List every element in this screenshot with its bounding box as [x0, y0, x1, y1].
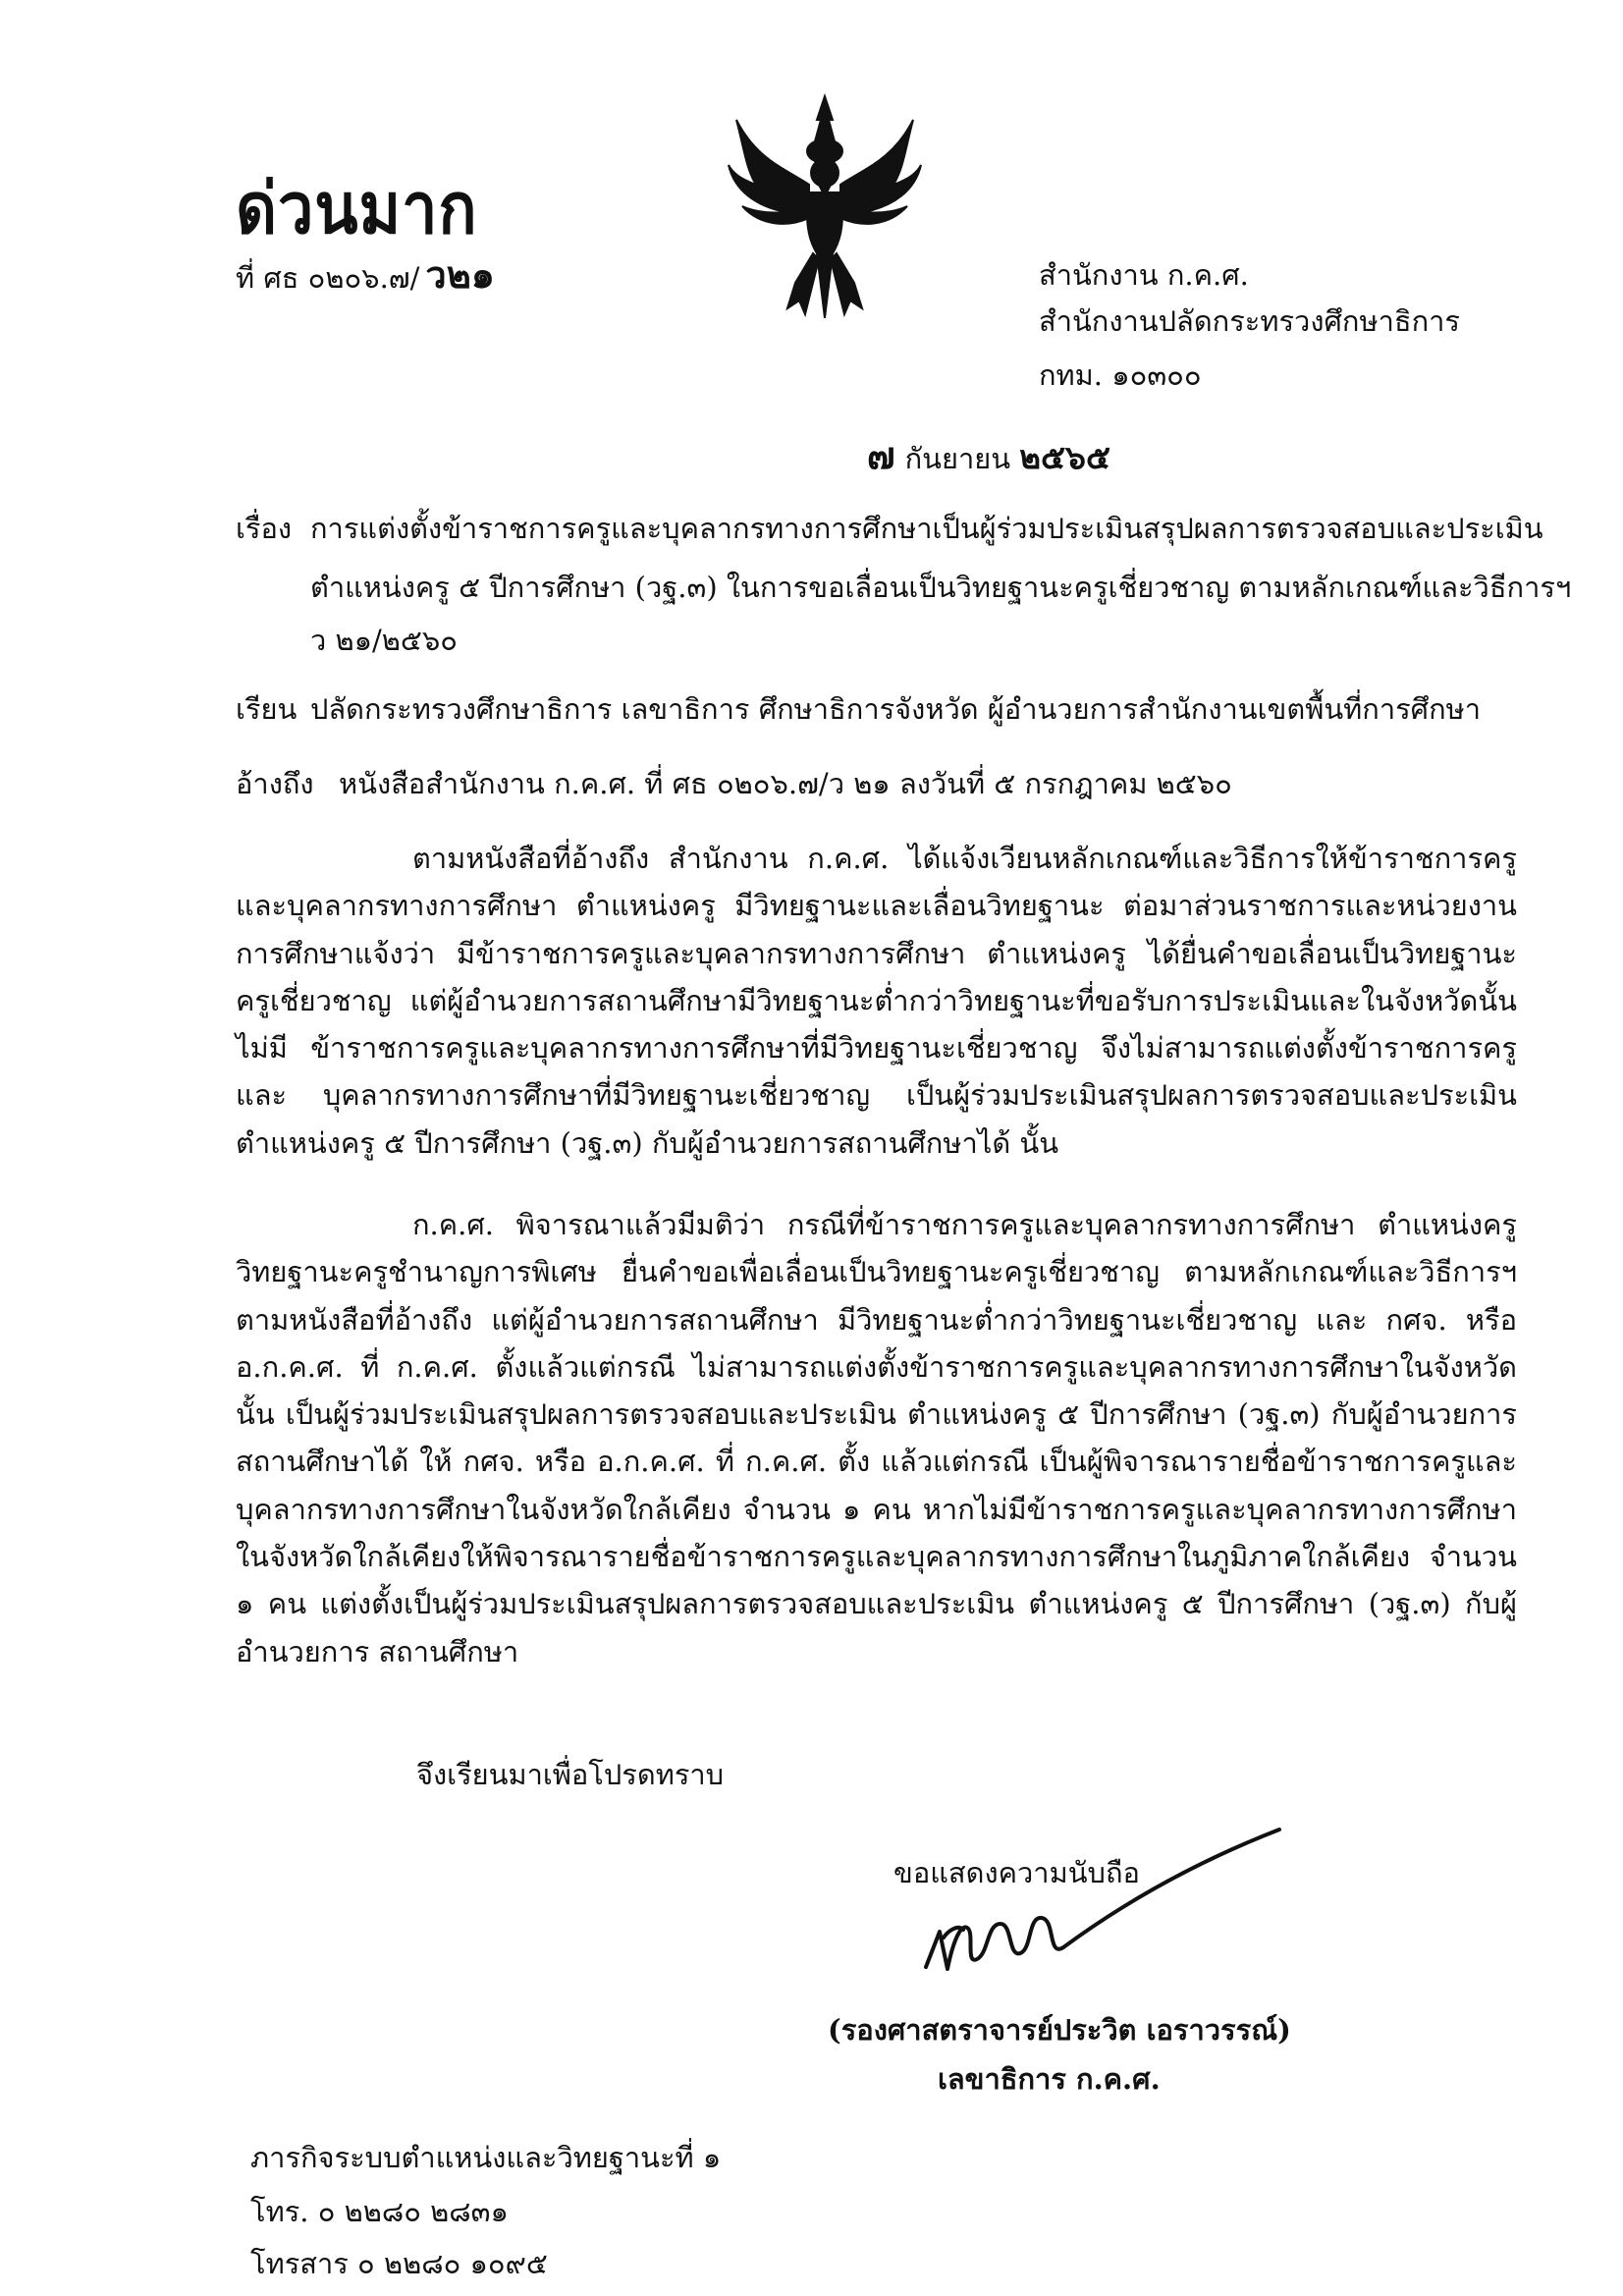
office-address-line-2: สำนักงานปลัดกระทรวงศึกษาธิการ	[1039, 304, 1460, 338]
footer-fax: โทรสาร ๐ ๒๒๘๐ ๑๐๙๕	[250, 2247, 548, 2280]
date-month: กันยายน	[904, 442, 1011, 475]
document-number	[236, 253, 495, 300]
body-paragraph-1: ตามหนังสือที่อ้างถึง สำนักงาน ก.ค.ศ. ได้แจ้งเวียนหลักเกณฑ์และวิธีการให้ข้าราชการครู และบุคลากรทางการศึกษา ตำแหน่งครู มีวิทยฐานะและเลื่อนวิทยฐานะ ต่อมาส่วนราชการและหน่วยงาน การศึกษาแจ้งว่า มีข้าราชการครูและบุคลากรทางการศึกษา ตำแหน่งครู ได้ยื่นคำขอเลื่อนเป็นวิทยฐานะ ครูเชี่ยวชาญ แต่ผู้อำนวยการสถานศึกษามีวิทยฐานะต่ำกว่าวิทยฐานะที่ขอรับการประเมินและในจังหวัดนั้นไม่มี ข้าราชการครูและบุคลากรทางการศึกษาที่มีวิทยฐานะเชี่ยวชาญ จึงไม่สามารถแต่งตั้งข้าราชการครูและ บุคลากรทางการศึกษาที่มีวิทยฐานะเชี่ยวชาญ เป็นผู้ร่วมประเมินสรุปผลการตรวจสอบและประเมิน ตำแหน่งครู ๕ ปีการศึกษา (วฐ.๓) กับผู้อำนวยการสถานศึกษาได้ นั้น	[236, 842, 1517, 1160]
office-address-line-1: สำนักงาน ก.ค.ศ.	[1039, 258, 1249, 292]
sign-off: ขอแสดงความนับถือ	[893, 1856, 1140, 1889]
subject-label: เรื่อง	[236, 512, 293, 545]
document-number-handwritten: ว๒๑	[425, 253, 495, 297]
document-number-prefix: ที่ ศธ ๐๒๐๖.๗/	[236, 261, 420, 295]
document-date	[867, 434, 1110, 480]
signer-name: (รองศาสตราจารย์ประวิต เอราวรรณ์)	[828, 2013, 1291, 2047]
date-day: ๗	[867, 434, 895, 477]
recipient-text: ปลัดกระทรวงศึกษาธิการ เลขาธิการ ศึกษาธิการจังหวัด ผู้อำนวยการสำนักงานเขตพื้นที่การศึกษา	[310, 692, 1482, 726]
recipient-label: เรียน	[236, 692, 298, 726]
subject-line-2: ตำแหน่งครู ๕ ปีการศึกษา (วฐ.๓) ในการขอเลื่อนเป็นวิทยฐานะครูเชี่ยวชาญ ตามหลักเกณฑ์และวิธีการฯ	[310, 571, 1572, 604]
body-paragraph-2: ก.ค.ศ. พิจารณาแล้วมีมติว่า กรณีที่ข้าราชการครูและบุคลากรทางการศึกษา ตำแหน่งครู วิทยฐานะครูชำนาญการพิเศษ ยื่นคำขอเพื่อเลื่อนเป็นวิทยฐานะครูเชี่ยวชาญ ตามหลักเกณฑ์และวิธีการฯ ตามหนังสือที่อ้างถึง แต่ผู้อำนวยการสถานศึกษา มีวิทยฐานะต่ำกว่าวิทยฐานะเชี่ยวชาญ และ กศจ. หรือ อ.ก.ค.ศ. ที่ ก.ค.ศ. ตั้งแล้วแต่กรณี ไม่สามารถแต่งตั้งข้าราชการครูและบุคลากรทางการศึกษาในจังหวัดนั้น เป็นผู้ร่วมประเมินสรุปผลการตรวจสอบและประเมิน ตำแหน่งครู ๕ ปีการศึกษา (วฐ.๓) กับผู้อำนวยการ สถานศึกษาได้ ให้ กศจ. หรือ อ.ก.ค.ศ. ที่ ก.ค.ศ. ตั้ง แล้วแต่กรณี เป็นผู้พิจารณารายชื่อข้าราชการครูและ บุคลากรทางการศึกษาในจังหวัดใกล้เคียง จำนวน ๑ คน หากไม่มีข้าราชการครูและบุคลากรทางการศึกษา ในจังหวัดใกล้เคียงให้พิจารณารายชื่อข้าราชการครูและบุคลากรทางการศึกษาในภูมิภาคใกล้เคียง จำนวน ๑ คน แต่งตั้งเป็นผู้ร่วมประเมินสรุปผลการตรวจสอบและประเมิน ตำแหน่งครู ๕ ปีการศึกษา (วฐ.๓) กับผู้อำนวยการ สถานศึกษา	[236, 1208, 1517, 1668]
subject-line-3: ว ๒๑/๒๕๖๐	[310, 624, 458, 657]
reference-label: อ้างถึง	[236, 767, 314, 800]
footer-telephone: โทร. ๐ ๒๒๘๐ ๒๘๓๑	[250, 2195, 509, 2228]
urgency-stamp: ด่วนมาก	[236, 167, 478, 249]
office-address-line-3: กทม. ๑๐๓๐๐	[1039, 358, 1202, 392]
date-year: ๒๕๖๕	[1019, 438, 1110, 476]
subject-line-1: การแต่งตั้งข้าราชการครูและบุคลากรทางการศึกษาเป็นผู้ร่วมประเมินสรุปผลการตรวจสอบและประเมิน	[310, 512, 1543, 545]
garuda-emblem-icon	[727, 90, 923, 318]
handwritten-signature-icon	[918, 1822, 1291, 1998]
closing-line: จึงเรียนมาเพื่อโปรดทราบ	[416, 1758, 725, 1791]
reference-text: หนังสือสำนักงาน ก.ค.ศ. ที่ ศธ ๐๒๐๖.๗/ว ๒๑ ลงวันที่ ๕ กรกฎาคม ๒๕๖๐	[339, 767, 1232, 800]
signer-position: เลขาธิการ ก.ค.ศ.	[938, 2062, 1161, 2096]
footer-unit: ภารกิจระบบตำแหน่งและวิทยฐานะที่ ๑	[250, 2141, 722, 2174]
